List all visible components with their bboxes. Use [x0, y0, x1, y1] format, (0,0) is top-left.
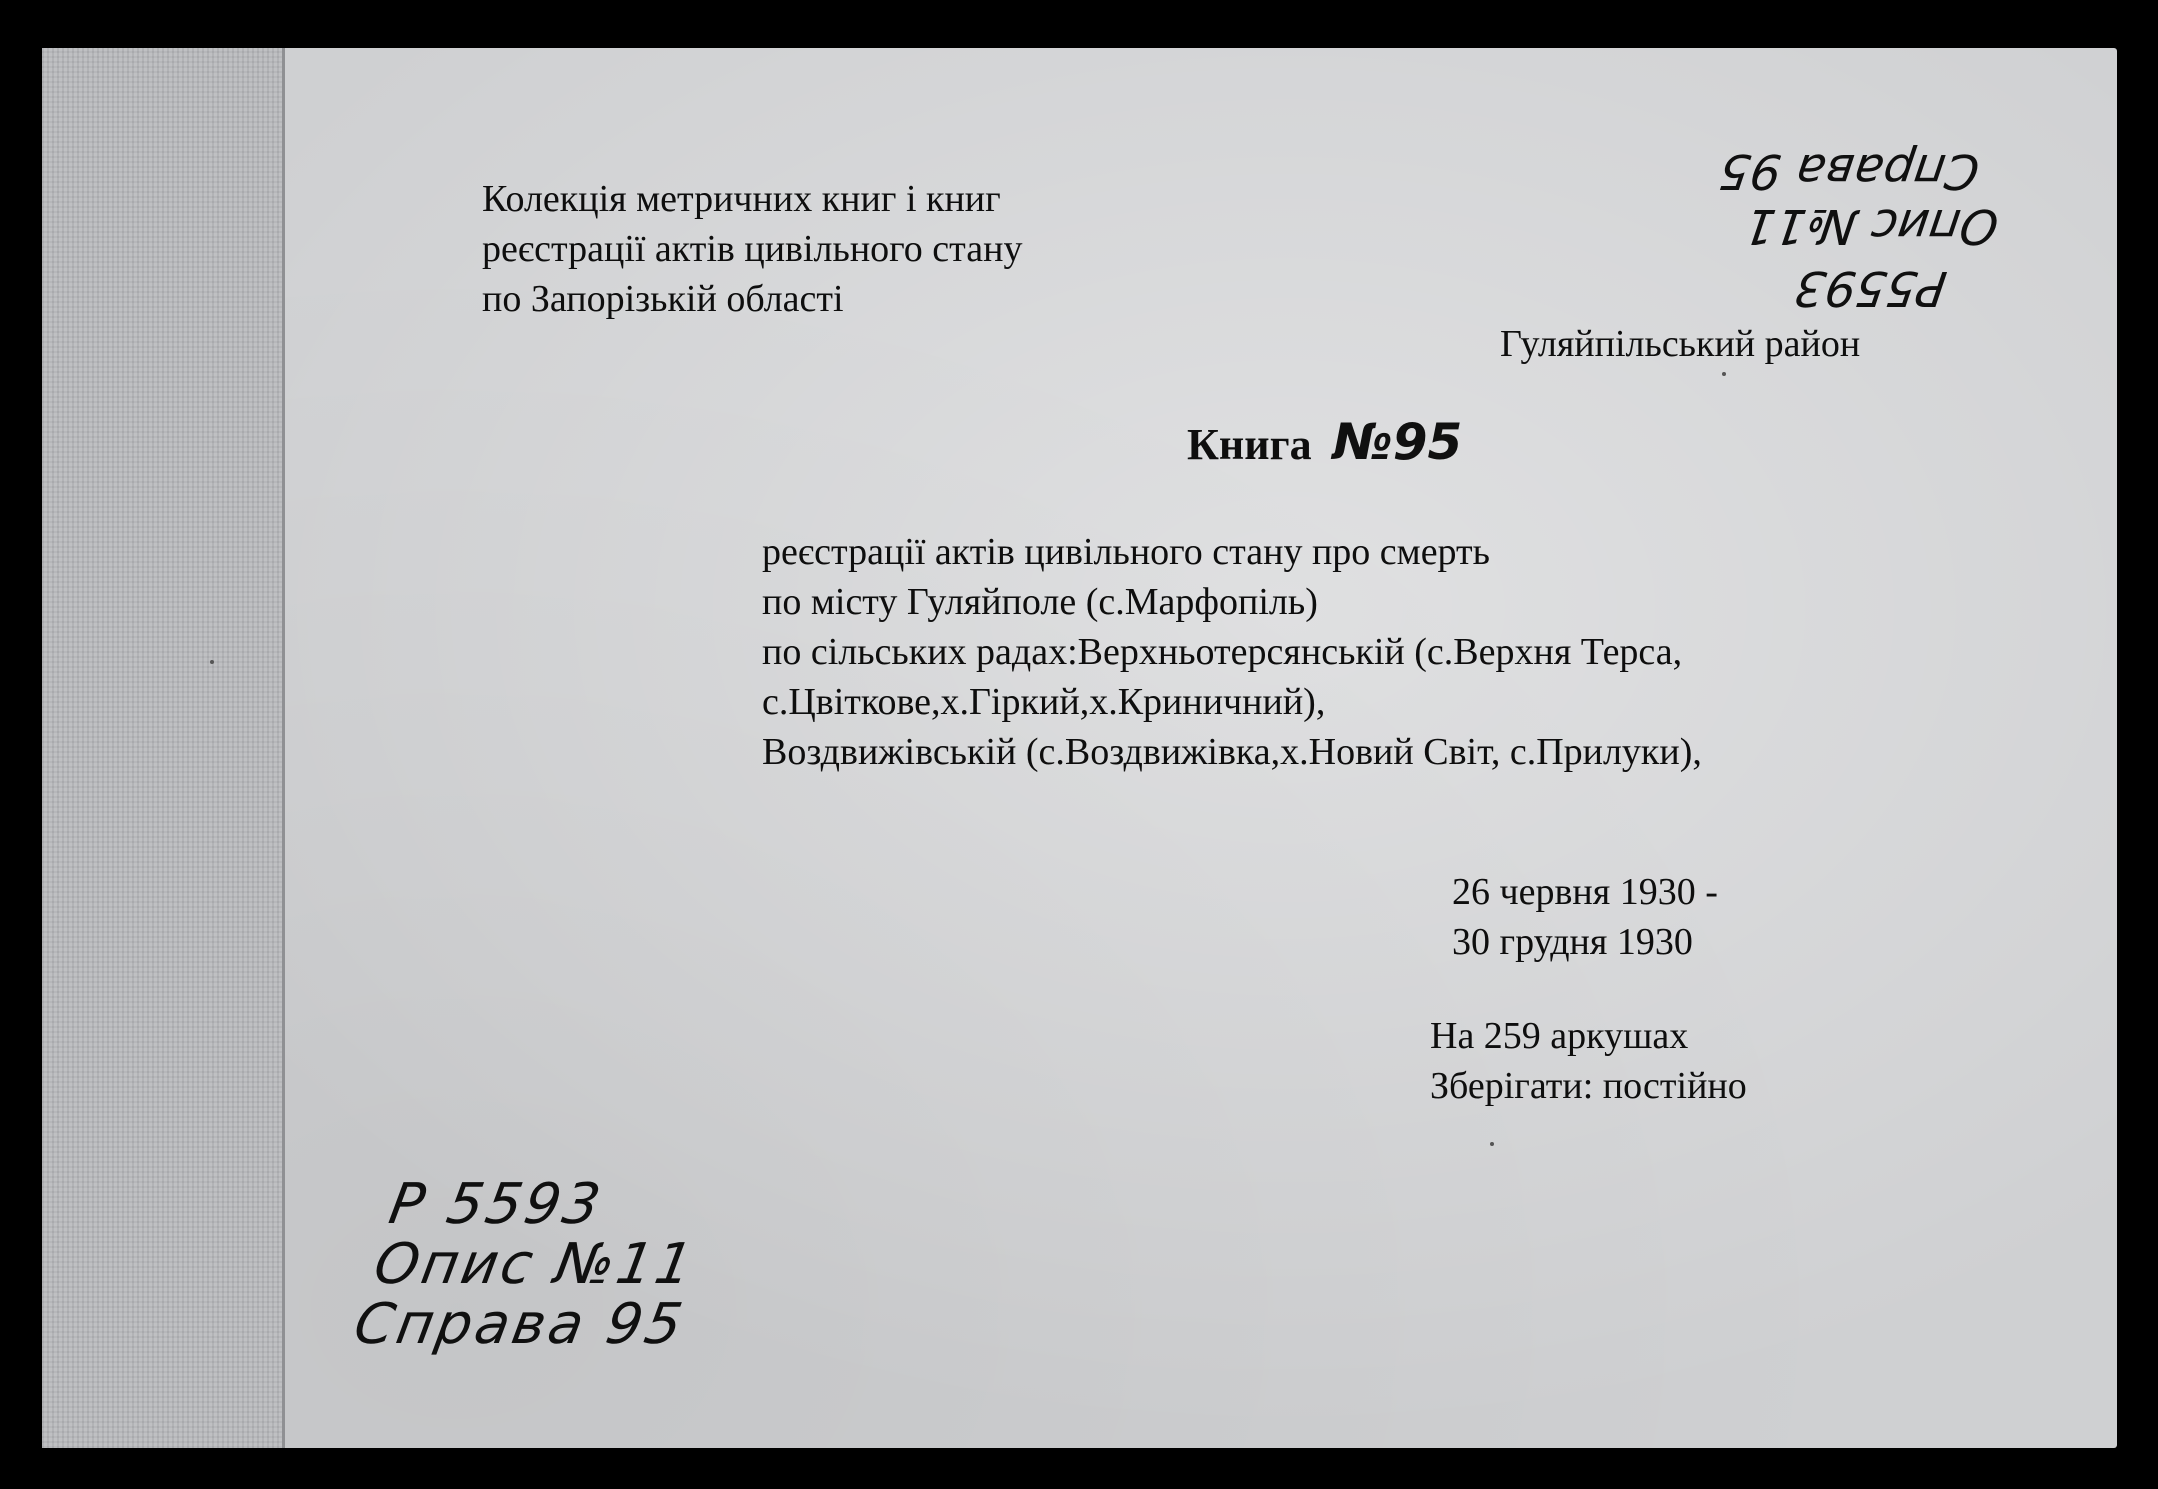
binding-spine	[42, 48, 285, 1448]
collection-line-2: реєстрації актів цивільного стану	[482, 228, 1023, 270]
handwritten-file: Справа 95	[349, 1292, 690, 1357]
date-end: 30 грудня 1930	[1452, 921, 1693, 963]
book-title	[1187, 413, 1463, 471]
date-start: 26 червня 1930 -	[1452, 871, 1718, 913]
description-line-4: с.Цвіткове,х.Гіркий,х.Криничний),	[762, 681, 1326, 723]
description-line-5: Воздвижівській (с.Воздвижівка,х.Новий Світ, с.Прилуки),	[762, 731, 1702, 773]
paper-speck	[1490, 1142, 1494, 1146]
handwritten-fund: Р 5593	[384, 1172, 608, 1237]
sheet-count: На 259 аркушах	[1430, 1015, 1689, 1057]
book-label: Книга	[1187, 420, 1312, 469]
handwritten-inventory: Опис №11	[369, 1232, 701, 1297]
book-number-handwritten: №95	[1332, 413, 1463, 471]
collection-line-3: по Запорізькій області	[482, 278, 844, 320]
storage-term: Зберігати: постійно	[1430, 1065, 1747, 1107]
handwritten-file-upside-down: Справа 95	[1716, 143, 1983, 199]
description-line-2: по місту Гуляйполе (с.Марфопіль)	[762, 581, 1318, 623]
paper-speck	[210, 660, 214, 664]
district-label: Гуляйпільський район	[1500, 323, 1861, 365]
description-line-3: по сільських радах:Верхньотерсянській (с.Верхня Терса,	[762, 631, 1683, 673]
handwritten-inventory-upside-down: Опис №11	[1741, 198, 2002, 254]
description-line-1: реєстрації актів цивільного стану про смерть	[762, 531, 1490, 573]
handwritten-fund-upside-down: Р5593	[1791, 260, 1951, 316]
collection-line-1: Колекція метричних книг і книг	[482, 178, 1001, 220]
paper-speck	[1722, 372, 1726, 376]
